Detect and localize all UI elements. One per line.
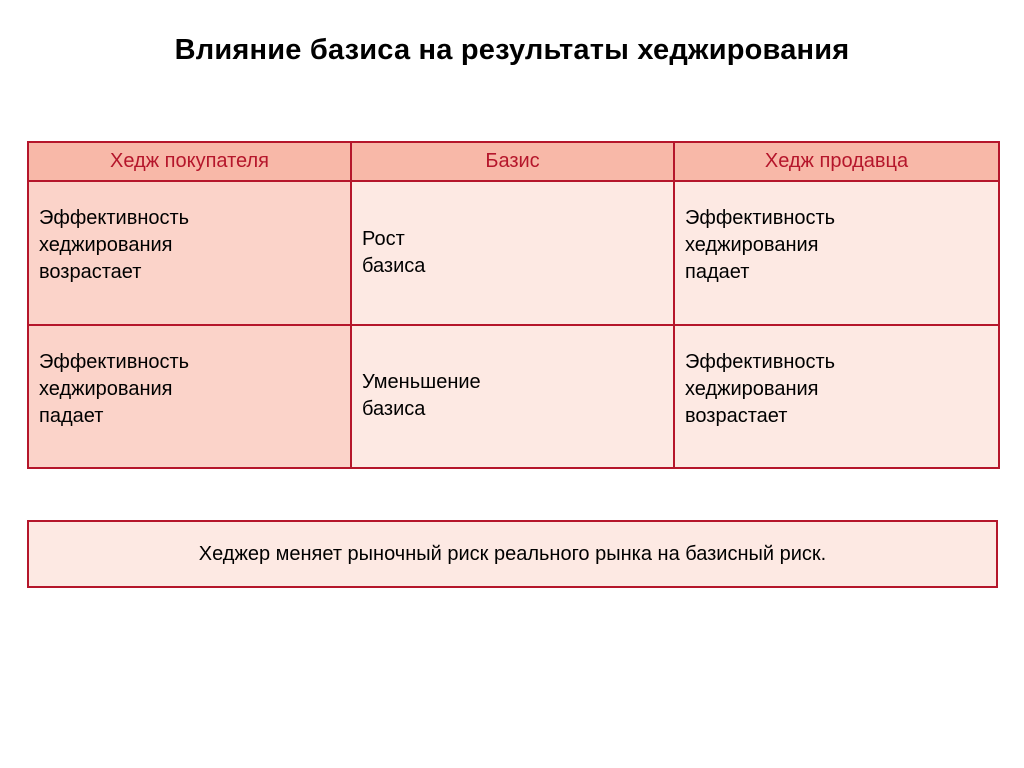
cell-basis-text: Уменьшение базиса xyxy=(362,371,481,421)
cell-buyer xyxy=(28,181,351,325)
table-header-row xyxy=(28,142,999,181)
cell-basis-text: Рост базиса xyxy=(362,227,426,277)
table-row xyxy=(28,325,999,469)
cell-seller-text: Эффективность хеджирования возрастает xyxy=(685,350,836,427)
cell-seller xyxy=(674,181,999,325)
cell-buyer-text: Эффективность хеджирования падает xyxy=(39,350,190,427)
header-buyer-hedge: Хедж покупателя xyxy=(28,142,351,181)
cell-seller-text: Эффективность хеджирования падает xyxy=(685,207,836,284)
hedge-table xyxy=(27,141,1000,469)
cell-basis xyxy=(351,181,674,325)
cell-buyer xyxy=(28,325,351,469)
note-text: Хеджер меняет рыночный риск реального рынка на базисный риск. xyxy=(198,542,827,565)
cell-basis xyxy=(351,325,674,469)
slide-title: Влияние базиса на результаты хеджирования xyxy=(174,34,850,66)
header-seller-hedge: Хедж продавца xyxy=(674,142,999,181)
table-row xyxy=(28,181,999,325)
note-box xyxy=(27,520,998,588)
header-basis: Базис xyxy=(351,142,674,181)
cell-buyer-text: Эффективность хеджирования возрастает xyxy=(39,207,190,284)
cell-seller xyxy=(674,325,999,469)
